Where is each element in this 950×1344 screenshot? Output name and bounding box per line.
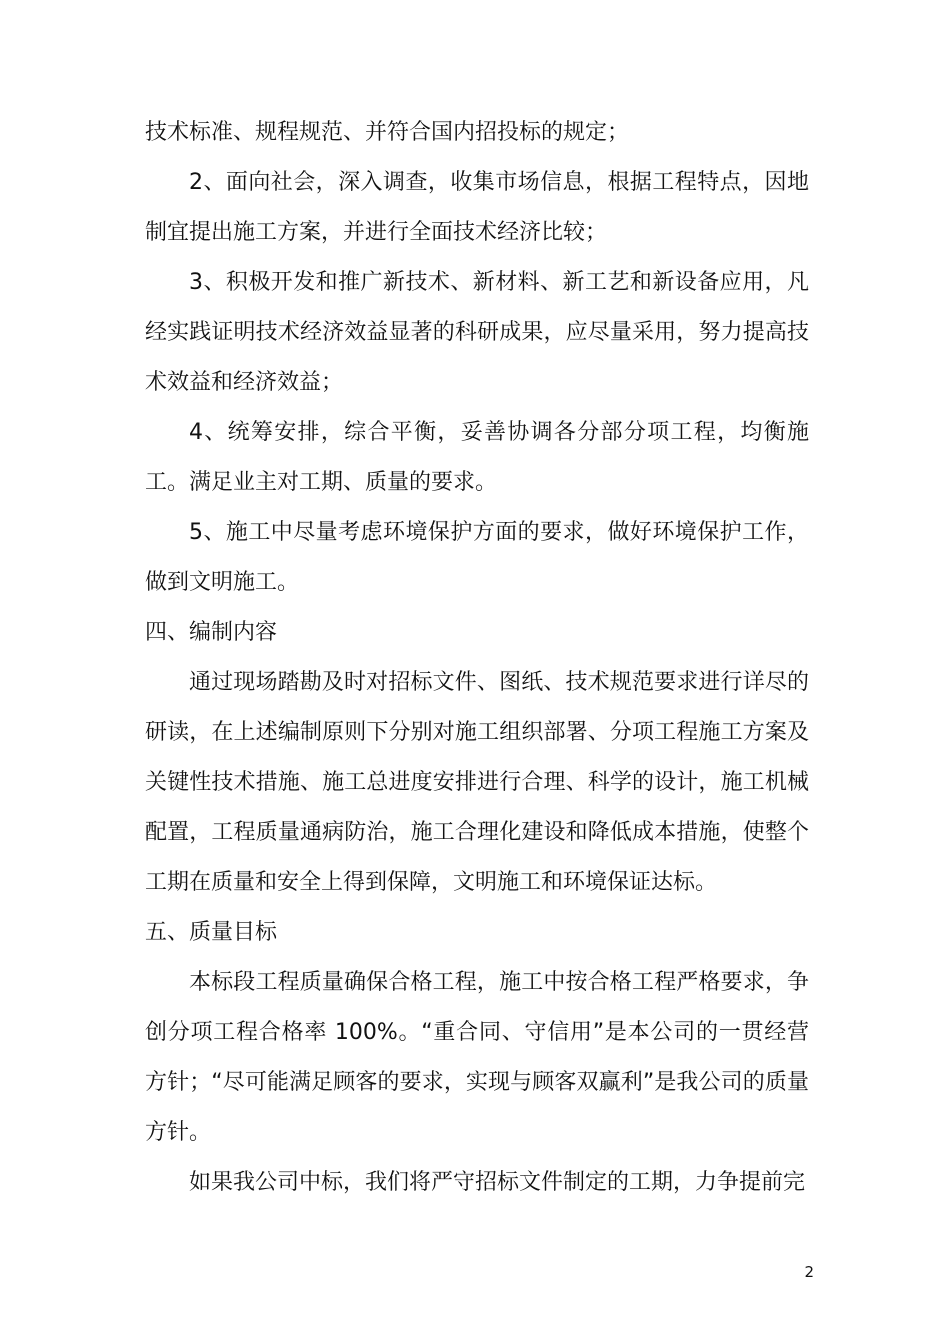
paragraph-item-2: 2、面向社会，深入调查，收集市场信息，根据工程特点，因地制宜提出施工方案，并进行全面技术经济比较；: [145, 170, 809, 245]
paragraph-item-5: 5、施工中尽量考虑环境保护方面的要求，做好环境保护工作，做到文明施工。: [145, 520, 809, 595]
section-5-body-continued: 如果我公司中标，我们将严守招标文件制定的工期，力争提前完: [189, 1170, 806, 1195]
paragraph-item-4: 4、统筹安排，综合平衡，妥善协调各分部分项工程，均衡施工。满足业主对工期、质量的要求。: [145, 420, 809, 495]
paragraph-continuation: 技术标准、规程规范、并符合国内招投标的规定；: [145, 120, 630, 145]
section-4-body: 通过现场踏勘及时对招标文件、图纸、技术规范要求进行详尽的研读，在上述编制原则下分别对施工组织部署、分项工程施工方案及关键性技术措施、施工总进度安排进行合理、科学的设计，施工机械配置，工程质量通病防治，施工合理化建设和降低成本措施，使整个工期在质量和安全上得到保障，文明施工和环境保证达标。: [145, 670, 809, 895]
page-number: 2: [804, 1263, 814, 1281]
body-text: [145, 108, 809, 1208]
section-heading-5: 五、质量目标: [145, 920, 278, 945]
section-5-body: 本标段工程质量确保合格工程，施工中按合格工程严格要求，争创分项工程合格率 100%。“重合同、守信用”是本公司的一贯经营方针；“尽可能满足顾客的要求，实现与顾客双赢利”是我公司的质量方针。: [145, 970, 809, 1145]
section-heading-4: 四、编制内容: [145, 620, 278, 645]
paragraph-item-3: 3、积极开发和推广新技术、新材料、新工艺和新设备应用，凡经实践证明技术经济效益显著的科研成果，应尽量采用，努力提高技术效益和经济效益；: [145, 270, 809, 395]
